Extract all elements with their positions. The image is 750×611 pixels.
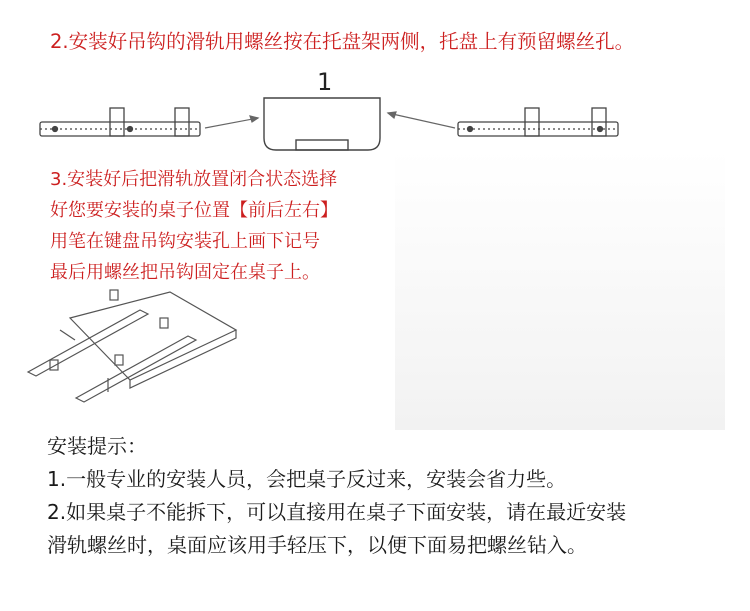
left-slide-rail: [40, 108, 200, 136]
step-3-line: 好您要安装的桌子位置【前后左右】: [50, 200, 338, 221]
desk-install-diagram: [28, 290, 236, 402]
step-3-line: 3.安装好后把滑轨放置闭合状态选择: [50, 169, 338, 190]
tip-line: 2.如果桌子不能拆下，可以直接用在桌子下面安装，请在最近安装: [47, 500, 627, 524]
diagram-label-1: 1: [317, 68, 333, 96]
step-2-instruction: 2.安装好吊钩的滑轨用螺丝按在托盘架两侧，托盘上有预留螺丝孔。: [50, 30, 635, 53]
arrow-left: [205, 116, 258, 128]
right-slide-rail: [458, 108, 618, 136]
step-3-line: 用笔在键盘吊钩安装孔上画下记号: [50, 231, 320, 252]
tip-line: 滑轨螺丝时，桌面应该用手轻压下，以便下面易把螺丝钻入。: [47, 533, 587, 557]
tip-line: 1.一般专业的安装人员，会把桌子反过来，安装会省力些。: [47, 467, 567, 491]
keyboard-tray: [264, 98, 380, 150]
step-3-line: 最后用螺丝把吊钩固定在桌子上。: [50, 262, 320, 283]
installation-tips: [47, 430, 626, 562]
tips-title: 安装提示：: [47, 434, 147, 458]
arrow-right: [388, 112, 455, 128]
step-3-instruction: [50, 164, 338, 288]
